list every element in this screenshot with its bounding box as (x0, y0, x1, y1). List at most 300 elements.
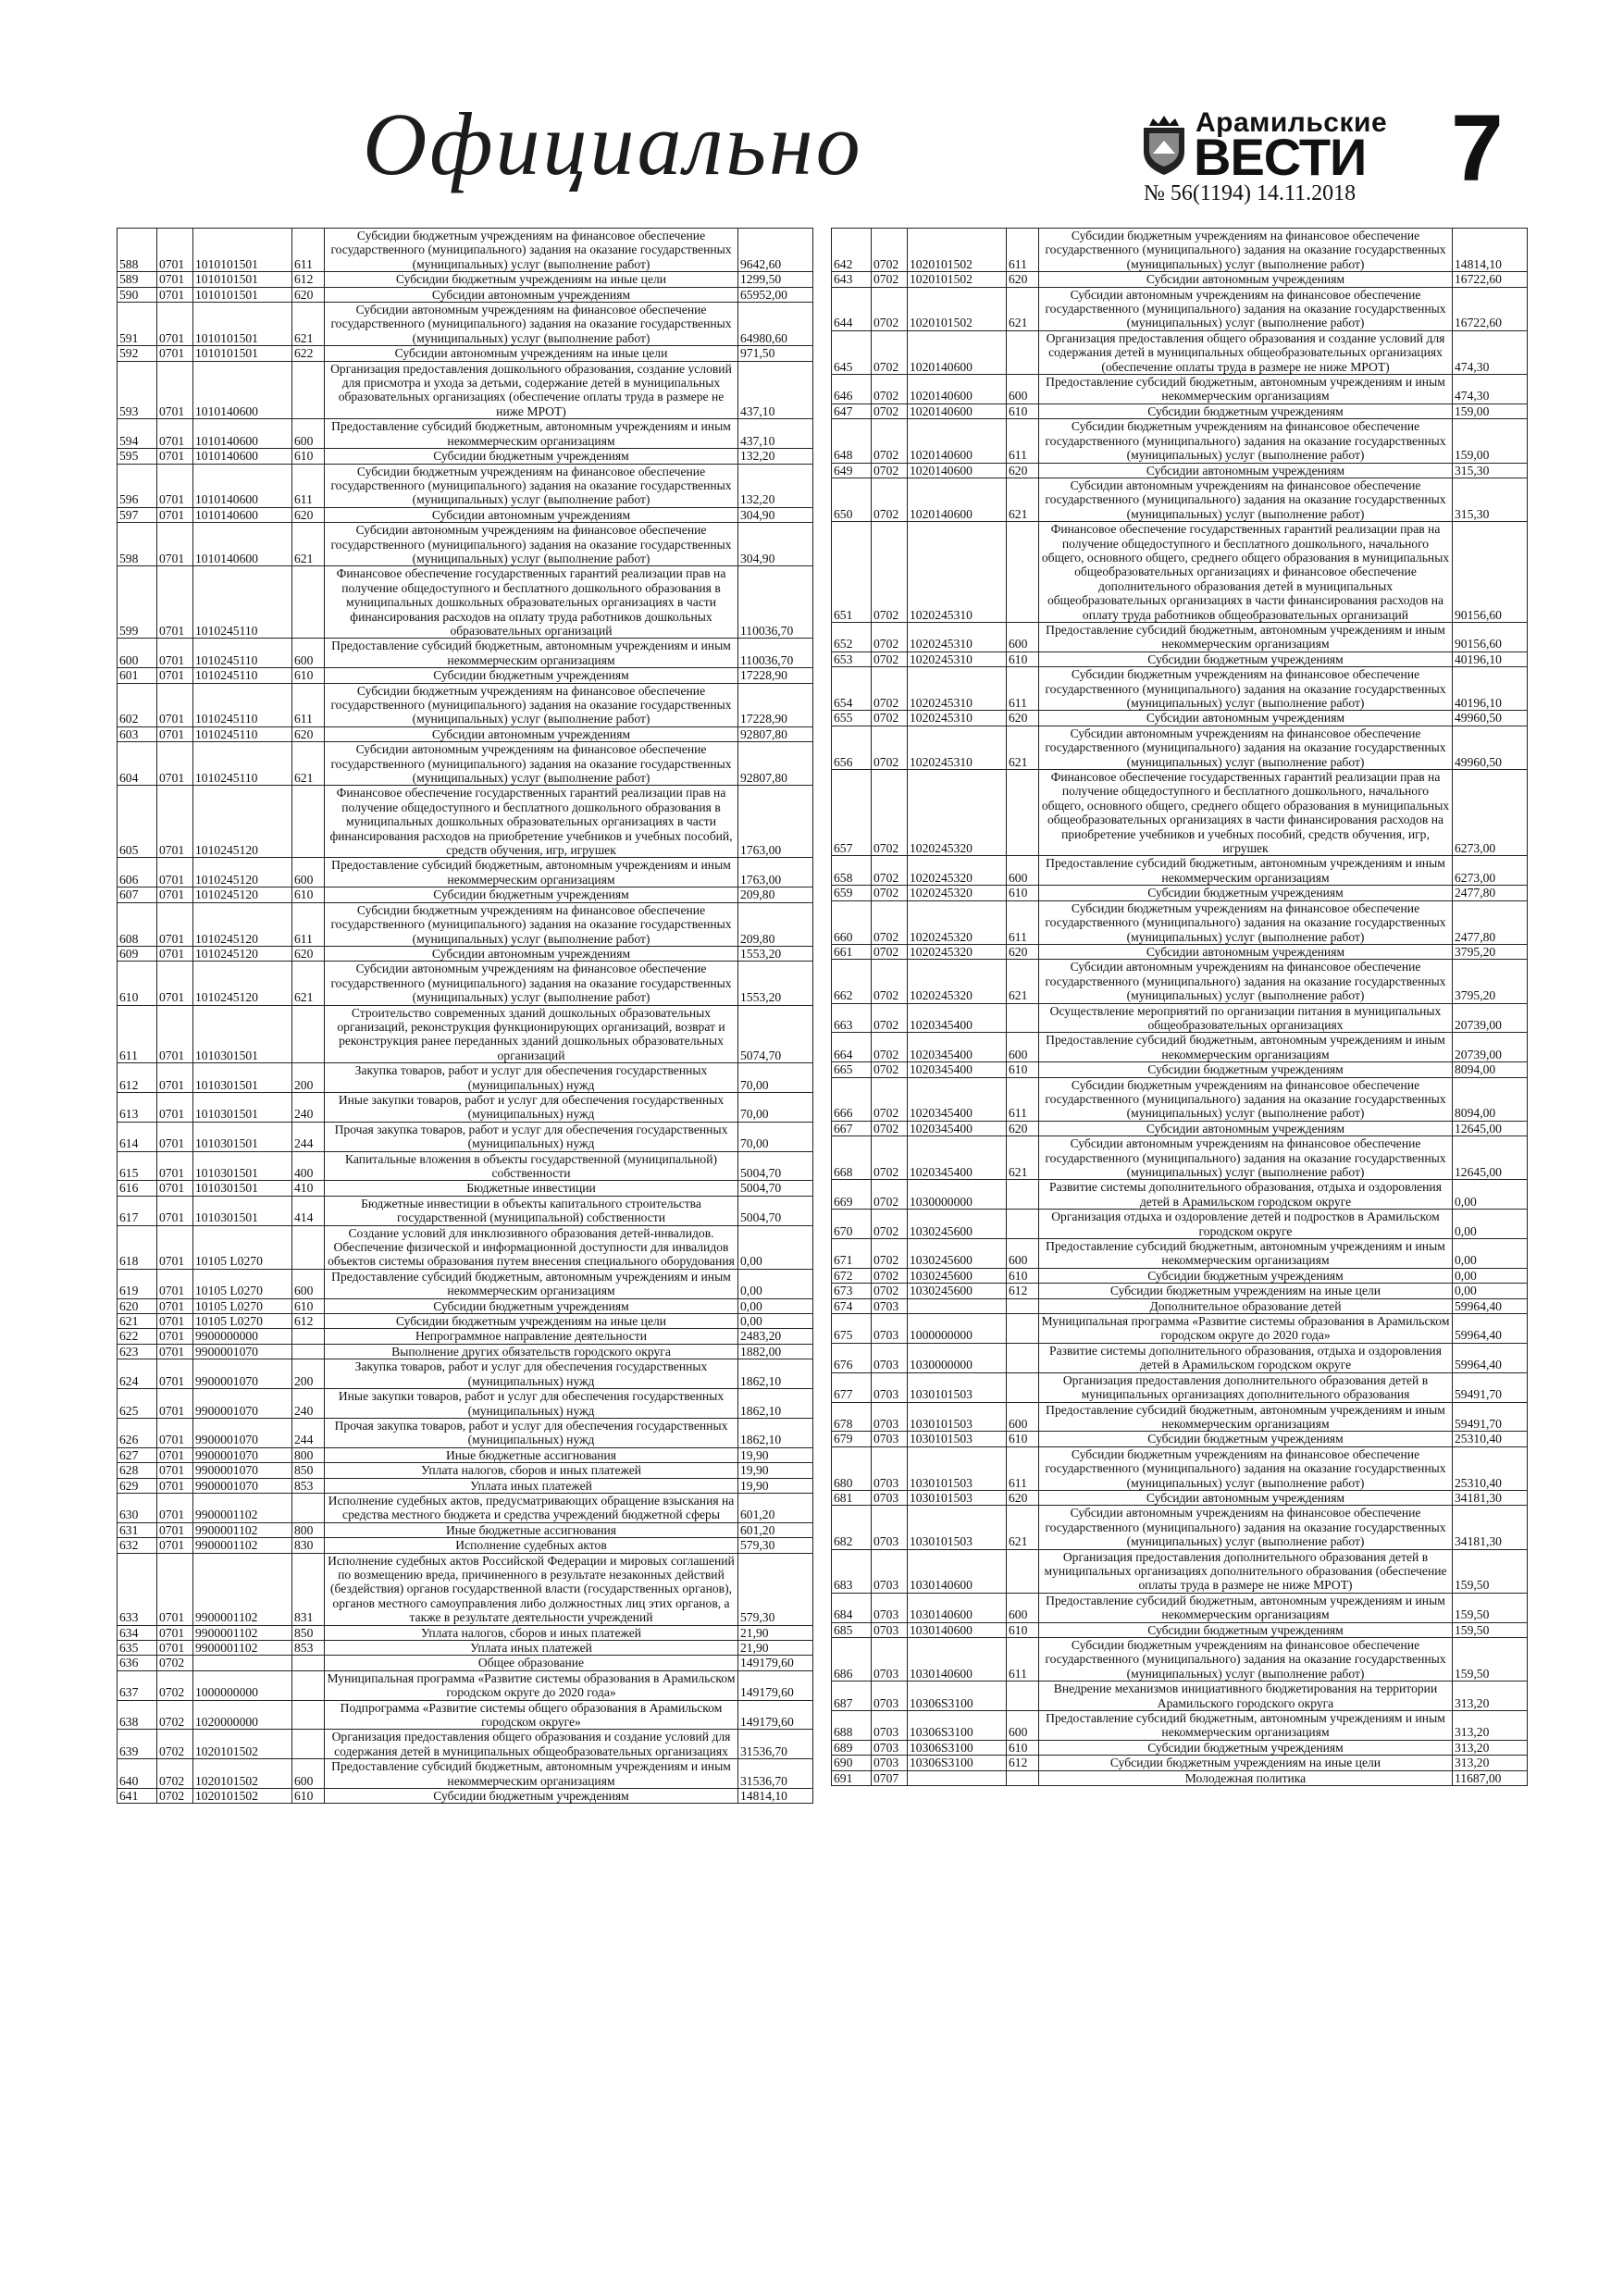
amount: 474,30 (1453, 375, 1528, 404)
section-code: 0702 (872, 1239, 908, 1269)
expense-type-code: 611 (1007, 419, 1039, 463)
section-code: 0702 (872, 478, 908, 521)
row-number: 642 (832, 229, 872, 272)
target-article-code: 9900001102 (193, 1538, 292, 1553)
amount: 70,00 (738, 1122, 813, 1151)
section-code: 0702 (872, 1077, 908, 1121)
expense-description: Предоставление субсидий бюджетным, автономным учреждениям и иным некоммерческим организациям (1039, 622, 1453, 652)
right-column (831, 228, 1528, 1786)
amount: 159,50 (1453, 1549, 1528, 1593)
amount: 1882,00 (738, 1344, 813, 1359)
table-row (118, 1493, 813, 1522)
row-number: 589 (118, 272, 157, 287)
row-number: 622 (118, 1329, 157, 1344)
row-number: 660 (832, 900, 872, 944)
amount: 25310,40 (1453, 1432, 1528, 1446)
table-row (832, 463, 1528, 478)
expense-description: Капитальные вложения в объекты государственной (муниципальной) собственности (325, 1151, 738, 1181)
table-row (118, 858, 813, 887)
expense-type-code: 200 (292, 1359, 325, 1389)
row-number: 672 (832, 1268, 872, 1283)
amount: 1763,00 (738, 786, 813, 858)
expense-description: Субсидии автономным учреждениям на финансовое обеспечение государственного (муниципального) задания на оказание государственных (муниципальных) услуг (выполнение работ) (1039, 1506, 1453, 1549)
target-article-code: 1030000000 (908, 1343, 1007, 1372)
row-number: 647 (832, 403, 872, 418)
target-article-code: 1010245110 (193, 639, 292, 668)
section-code: 0703 (872, 1343, 908, 1372)
target-article-code: 1010245110 (193, 742, 292, 786)
target-article-code: 1000000000 (908, 1314, 1007, 1344)
expense-description: Развитие системы дополнительного образования, отдыха и оздоровления детей в Арамильском городском округе (1039, 1180, 1453, 1210)
expense-description: Осуществление мероприятий по организации питания в муниципальных общеобразовательных организациях (1039, 1003, 1453, 1033)
section-code: 0703 (872, 1402, 908, 1432)
table-row (118, 1298, 813, 1313)
target-article-code: 1020101502 (908, 287, 1007, 330)
expense-type-code: 610 (1007, 1740, 1039, 1755)
expense-description: Субсидии бюджетным учреждениям на финансовое обеспечение государственного (муниципального) задания на оказание государственных (муниципальных) услуг (выполнение работ) (1039, 667, 1453, 711)
row-number: 643 (832, 272, 872, 287)
amount: 1763,00 (738, 858, 813, 887)
table-row (832, 1343, 1528, 1372)
expense-description: Молодежная политика (1039, 1770, 1453, 1785)
amount: 5004,70 (738, 1151, 813, 1181)
target-article-code: 9900001070 (193, 1478, 292, 1493)
row-number: 629 (118, 1478, 157, 1493)
table-row (832, 711, 1528, 726)
expense-type-code: 600 (1007, 1402, 1039, 1432)
expense-description: Уплата налогов, сборов и иных платежей (325, 1463, 738, 1478)
expense-description: Субсидии бюджетным учреждениям на финансовое обеспечение государственного (муниципального) задания на оказание государственных (муниципальных) услуг (выполнение работ) (1039, 1077, 1453, 1121)
expense-description: Субсидии бюджетным учреждениям (1039, 886, 1453, 900)
expense-description: Субсидии бюджетным учреждениям на иные цели (325, 272, 738, 287)
expense-type-code (1007, 770, 1039, 856)
expense-type-code: 853 (292, 1641, 325, 1656)
table-row (832, 667, 1528, 711)
amount: 437,10 (738, 419, 813, 449)
section-code: 0701 (157, 946, 193, 961)
target-article-code: 10105 L0270 (193, 1225, 292, 1269)
expense-type-code: 611 (292, 229, 325, 272)
amount: 149179,60 (738, 1656, 813, 1670)
row-number: 596 (118, 464, 157, 507)
row-number: 687 (832, 1682, 872, 1711)
expense-description: Иные закупки товаров, работ и услуг для обеспечения государственных (муниципальных) нужд (325, 1092, 738, 1122)
section-code: 0703 (872, 1682, 908, 1711)
expense-type-code (1007, 1210, 1039, 1239)
expense-description: Субсидии автономным учреждениям (1039, 1490, 1453, 1505)
expense-description: Субсидии бюджетным учреждениям (1039, 1268, 1453, 1283)
table-row (832, 1314, 1528, 1344)
expense-description: Предоставление субсидий бюджетным, автономным учреждениям и иным некоммерческим организациям (325, 639, 738, 668)
table-row (118, 272, 813, 287)
table-row (832, 886, 1528, 900)
expense-description: Предоставление субсидий бюджетным, автономным учреждениям и иным некоммерческим организациям (1039, 856, 1453, 886)
amount: 110036,70 (738, 566, 813, 639)
target-article-code: 1010245110 (193, 668, 292, 683)
expense-type-code: 610 (1007, 1622, 1039, 1637)
table-row (832, 1268, 1528, 1283)
expense-type-code: 621 (1007, 1136, 1039, 1180)
expense-description: Закупка товаров, работ и услуг для обеспечения государственных (муниципальных) нужд (325, 1359, 738, 1389)
expense-type-code (292, 1005, 325, 1063)
row-number: 675 (832, 1314, 872, 1344)
expense-type-code (1007, 1770, 1039, 1785)
table-row (118, 1538, 813, 1553)
amount: 65952,00 (738, 287, 813, 302)
section-code: 0703 (872, 1638, 908, 1682)
amount: 16722,60 (1453, 287, 1528, 330)
expense-description: Иные бюджетные ассигнования (325, 1447, 738, 1462)
expense-description: Предоставление субсидий бюджетным, автономным учреждениям и иным некоммерческим организациям (1039, 1711, 1453, 1741)
row-number: 604 (118, 742, 157, 786)
page-number: 7 (1451, 95, 1504, 201)
section-code: 0701 (157, 346, 193, 361)
amount: 11687,00 (1453, 1770, 1528, 1785)
target-article-code: 1010101501 (193, 346, 292, 361)
section-code: 0702 (872, 960, 908, 1003)
target-article-code: 1030140600 (908, 1638, 1007, 1682)
table-row (118, 1314, 813, 1329)
expense-type-code (1007, 1314, 1039, 1344)
expense-type-code: 600 (292, 858, 325, 887)
table-row (118, 566, 813, 639)
expense-type-code: 612 (1007, 1284, 1039, 1298)
row-number: 664 (832, 1033, 872, 1062)
amount: 437,10 (738, 361, 813, 419)
target-article-code: 1020101502 (193, 1789, 292, 1804)
target-article-code: 1020245320 (908, 856, 1007, 886)
row-number: 684 (832, 1593, 872, 1622)
table-row (118, 742, 813, 786)
expense-type-code (292, 1225, 325, 1269)
row-number: 673 (832, 1284, 872, 1298)
expense-description: Предоставление субсидий бюджетным, автономным учреждениям и иным некоммерческим организациям (325, 1759, 738, 1789)
section-code: 0701 (157, 1063, 193, 1093)
row-number: 651 (832, 522, 872, 623)
expense-type-code: 600 (1007, 1033, 1039, 1062)
expense-type-code: 620 (1007, 1490, 1039, 1505)
table-row (832, 1180, 1528, 1210)
expense-type-code: 611 (292, 464, 325, 507)
expense-type-code: 620 (292, 507, 325, 522)
target-article-code: 1010140600 (193, 523, 292, 566)
amount: 17228,90 (738, 668, 813, 683)
expense-type-code: 610 (292, 449, 325, 464)
amount: 59964,40 (1453, 1298, 1528, 1313)
row-number: 679 (832, 1432, 872, 1446)
expense-type-code: 610 (292, 668, 325, 683)
expense-type-code: 621 (292, 962, 325, 1005)
section-code: 0701 (157, 683, 193, 726)
table-row (832, 272, 1528, 287)
brand-name-small: Арамильские (1196, 107, 1388, 138)
section-code: 0701 (157, 361, 193, 419)
expense-description: Организация предоставления дошкольного образования, создание условий для присмотра и ухода за детьми, содержание детей в муниципальных образовательных организациях (обеспечение оплаты труда в размере не ниже МРОТ) (325, 361, 738, 419)
table-row (832, 1077, 1528, 1121)
row-number: 632 (118, 1538, 157, 1553)
target-article-code: 1020245310 (908, 726, 1007, 769)
section-code: 0702 (872, 287, 908, 330)
expense-description: Организация предоставления общего образования и создание условий для содержания детей в муниципальных общеобразовательных организациях (обеспечение оплаты труда в размере не ниже МРОТ) (1039, 330, 1453, 374)
table-row (118, 786, 813, 858)
expense-type-code (1007, 330, 1039, 374)
amount: 16722,60 (1453, 272, 1528, 287)
table-row (832, 1593, 1528, 1622)
table-row (118, 523, 813, 566)
amount: 31536,70 (738, 1730, 813, 1759)
expense-description: Субсидии автономным учреждениям на финансовое обеспечение государственного (муниципального) задания на оказание государственных (муниципальных) услуг (выполнение работ) (1039, 478, 1453, 521)
expense-description: Исполнение судебных актов Российской Федерации и мировых соглашений по возмещению вреда, причиненного в результате незаконных действий (бездействия) органов государственной власти (государственных органов), органов местного самоуправления либо должностных лиц этих органов, а также в результате деятельности учреждений (325, 1553, 738, 1625)
table-row (118, 1196, 813, 1225)
row-number: 662 (832, 960, 872, 1003)
expense-description: Предоставление субсидий бюджетным, автономным учреждениям и иным некоммерческим организациям (1039, 1402, 1453, 1432)
target-article-code: 1020140600 (908, 463, 1007, 478)
table-row (832, 522, 1528, 623)
expense-type-code: 621 (292, 303, 325, 346)
amount: 49960,50 (1453, 711, 1528, 726)
expense-type-code: 610 (1007, 1062, 1039, 1077)
expense-description: Субсидии бюджетным учреждениям (1039, 652, 1453, 666)
section-code: 0703 (872, 1711, 908, 1741)
section-code: 0702 (157, 1730, 193, 1759)
target-article-code: 1020245310 (908, 711, 1007, 726)
section-code: 0702 (872, 272, 908, 287)
expense-description: Субсидии бюджетным учреждениям (1039, 1622, 1453, 1637)
section-code: 0701 (157, 1641, 193, 1656)
table-row (832, 1402, 1528, 1432)
target-article-code: 9900001070 (193, 1447, 292, 1462)
row-number: 612 (118, 1063, 157, 1093)
expense-description: Развитие системы дополнительного образования, отдыха и оздоровления детей в Арамильском городском округе (1039, 1343, 1453, 1372)
amount: 474,30 (1453, 330, 1528, 374)
expense-type-code (1007, 1372, 1039, 1402)
expense-type-code: 600 (1007, 622, 1039, 652)
table-row (118, 962, 813, 1005)
amount: 0,00 (1453, 1284, 1528, 1298)
section-code: 0701 (157, 1181, 193, 1196)
target-article-code: 1020245320 (908, 886, 1007, 900)
row-number: 601 (118, 668, 157, 683)
expense-type-code: 621 (292, 742, 325, 786)
table-row (118, 1329, 813, 1344)
section-code: 0702 (872, 944, 908, 959)
amount: 19,90 (738, 1447, 813, 1462)
amount: 17228,90 (738, 683, 813, 726)
table-row (832, 419, 1528, 463)
section-code: 0702 (872, 652, 908, 666)
section-code: 0702 (872, 856, 908, 886)
row-number: 652 (832, 622, 872, 652)
expense-description: Субсидии автономным учреждениям (1039, 1121, 1453, 1136)
table-row (832, 1756, 1528, 1770)
expense-description: Прочая закупка товаров, работ и услуг для обеспечения государственных (муниципальных) нужд (325, 1122, 738, 1151)
table-row (118, 1670, 813, 1700)
target-article-code: 1030140600 (908, 1549, 1007, 1593)
expense-description: Предоставление субсидий бюджетным, автономным учреждениям и иным некоммерческим организациям (325, 419, 738, 449)
target-article-code: 1010301501 (193, 1063, 292, 1093)
amount: 159,50 (1453, 1638, 1528, 1682)
table-row (832, 1432, 1528, 1446)
expense-type-code: 610 (1007, 886, 1039, 900)
amount: 304,90 (738, 507, 813, 522)
row-number: 688 (832, 1711, 872, 1741)
amount: 70,00 (738, 1063, 813, 1093)
row-number: 609 (118, 946, 157, 961)
expense-type-code: 800 (292, 1447, 325, 1462)
expense-description: Субсидии автономным учреждениям (325, 507, 738, 522)
table-row (118, 1122, 813, 1151)
amount: 5004,70 (738, 1181, 813, 1196)
amount: 31536,70 (738, 1759, 813, 1789)
expense-description: Субсидии автономным учреждениям (325, 726, 738, 741)
expense-type-code: 853 (292, 1478, 325, 1493)
amount: 9642,60 (738, 229, 813, 272)
amount: 1553,20 (738, 946, 813, 961)
table-row (118, 639, 813, 668)
target-article-code: 1020140600 (908, 403, 1007, 418)
amount: 149179,60 (738, 1670, 813, 1700)
target-article-code: 1030000000 (908, 1180, 1007, 1210)
section-code: 0701 (157, 1538, 193, 1553)
section-code: 0701 (157, 1122, 193, 1151)
row-number: 634 (118, 1625, 157, 1640)
target-article-code: 1020101502 (193, 1759, 292, 1789)
expense-type-code: 850 (292, 1463, 325, 1478)
row-number: 681 (832, 1490, 872, 1505)
target-article-code: 1010301501 (193, 1122, 292, 1151)
target-article-code: 9900001070 (193, 1344, 292, 1359)
expense-type-code: 600 (292, 1269, 325, 1298)
section-code: 0701 (157, 523, 193, 566)
row-number: 626 (118, 1418, 157, 1447)
section-code: 0702 (872, 403, 908, 418)
expense-description: Финансовое обеспечение государственных гарантий реализации прав на получение общедоступного и бесплатного дошкольного образования в муниципальных дошкольных образовательных организациях в части финансирования расходов на оплату труда работников дошкольных образовательных организаций (325, 566, 738, 639)
table-row (832, 900, 1528, 944)
table-row (118, 1063, 813, 1093)
section-code: 0707 (872, 1770, 908, 1785)
target-article-code: 1020345400 (908, 1136, 1007, 1180)
target-article-code: 1030101503 (908, 1402, 1007, 1432)
row-number: 640 (118, 1759, 157, 1789)
expense-type-code: 610 (1007, 652, 1039, 666)
amount: 159,00 (1453, 403, 1528, 418)
row-number: 670 (832, 1210, 872, 1239)
amount: 601,20 (738, 1522, 813, 1537)
target-article-code: 1030245600 (908, 1210, 1007, 1239)
section-code: 0702 (872, 229, 908, 272)
section-code: 0701 (157, 902, 193, 946)
table-row (118, 1344, 813, 1359)
amount: 92807,80 (738, 726, 813, 741)
row-number: 659 (832, 886, 872, 900)
section-code: 0702 (872, 886, 908, 900)
row-number: 635 (118, 1641, 157, 1656)
expense-description: Субсидии автономным учреждениям на иные цели (325, 346, 738, 361)
row-number: 591 (118, 303, 157, 346)
section-code: 0702 (872, 900, 908, 944)
table-row (118, 668, 813, 683)
target-article-code: 9900001102 (193, 1493, 292, 1522)
row-number: 633 (118, 1553, 157, 1625)
row-number: 686 (832, 1638, 872, 1682)
target-article-code: 1010140600 (193, 449, 292, 464)
table-row (118, 303, 813, 346)
table-row (832, 622, 1528, 652)
amount: 0,00 (1453, 1239, 1528, 1269)
section-code: 0701 (157, 742, 193, 786)
section-code: 0701 (157, 229, 193, 272)
section-code: 0702 (872, 463, 908, 478)
amount: 2477,80 (1453, 886, 1528, 900)
target-article-code: 1020245320 (908, 960, 1007, 1003)
expense-description: Субсидии бюджетным учреждениям на иные цели (1039, 1756, 1453, 1770)
table-row (118, 1656, 813, 1670)
table-row (832, 944, 1528, 959)
expense-description: Субсидии бюджетным учреждениям (1039, 1432, 1453, 1446)
expense-type-code: 611 (1007, 229, 1039, 272)
amount: 20739,00 (1453, 1033, 1528, 1062)
target-article-code: 1030101503 (908, 1446, 1007, 1490)
amount: 25310,40 (1453, 1446, 1528, 1490)
expense-type-code: 621 (1007, 478, 1039, 521)
row-number: 682 (832, 1506, 872, 1549)
expense-description: Субсидии бюджетным учреждениям на финансовое обеспечение государственного (муниципального) задания на оказание государственных (муниципальных) услуг (выполнение работ) (1039, 229, 1453, 272)
target-article-code: 1010301501 (193, 1092, 292, 1122)
section-code: 0701 (157, 887, 193, 902)
expense-type-code: 622 (292, 346, 325, 361)
row-number: 667 (832, 1121, 872, 1136)
amount: 14814,10 (738, 1789, 813, 1804)
row-number: 663 (832, 1003, 872, 1033)
target-article-code: 1010301501 (193, 1005, 292, 1063)
table-row (832, 726, 1528, 769)
row-number: 613 (118, 1092, 157, 1122)
row-number: 656 (832, 726, 872, 769)
row-number: 606 (118, 858, 157, 887)
expense-description: Уплата иных платежей (325, 1478, 738, 1493)
amount: 5074,70 (738, 1005, 813, 1063)
amount: 12645,00 (1453, 1136, 1528, 1180)
section-code: 0702 (872, 1268, 908, 1283)
expense-description: Субсидии бюджетным учреждениям на финансовое обеспечение государственного (муниципального) задания на оказание государственных (муниципальных) услуг (выполнение работ) (1039, 1446, 1453, 1490)
expense-description: Дополнительное образование детей (1039, 1298, 1453, 1313)
table-row (832, 1490, 1528, 1505)
expense-type-code: 850 (292, 1625, 325, 1640)
amount: 579,30 (738, 1553, 813, 1625)
row-number: 624 (118, 1359, 157, 1389)
amount: 3795,20 (1453, 960, 1528, 1003)
expense-type-code: 610 (292, 1789, 325, 1804)
expense-type-code: 612 (292, 272, 325, 287)
amount: 0,00 (738, 1269, 813, 1298)
target-article-code: 1030140600 (908, 1593, 1007, 1622)
expense-type-code: 610 (292, 887, 325, 902)
section-code: 0701 (157, 1298, 193, 1313)
table-row (832, 1770, 1528, 1785)
expense-description: Бюджетные инвестиции в объекты капитального строительства государственной (муниципальной) собственности (325, 1196, 738, 1225)
table-row (832, 1239, 1528, 1269)
section-code: 0701 (157, 1225, 193, 1269)
amount: 5004,70 (738, 1196, 813, 1225)
table-row (832, 1136, 1528, 1180)
amount: 971,50 (738, 346, 813, 361)
target-article-code: 1020140600 (908, 478, 1007, 521)
expense-type-code (292, 1730, 325, 1759)
expense-description: Закупка товаров, работ и услуг для обеспечения государственных (муниципальных) нужд (325, 1063, 738, 1093)
target-article-code: 1010101501 (193, 272, 292, 287)
row-number: 618 (118, 1225, 157, 1269)
table-row (832, 330, 1528, 374)
